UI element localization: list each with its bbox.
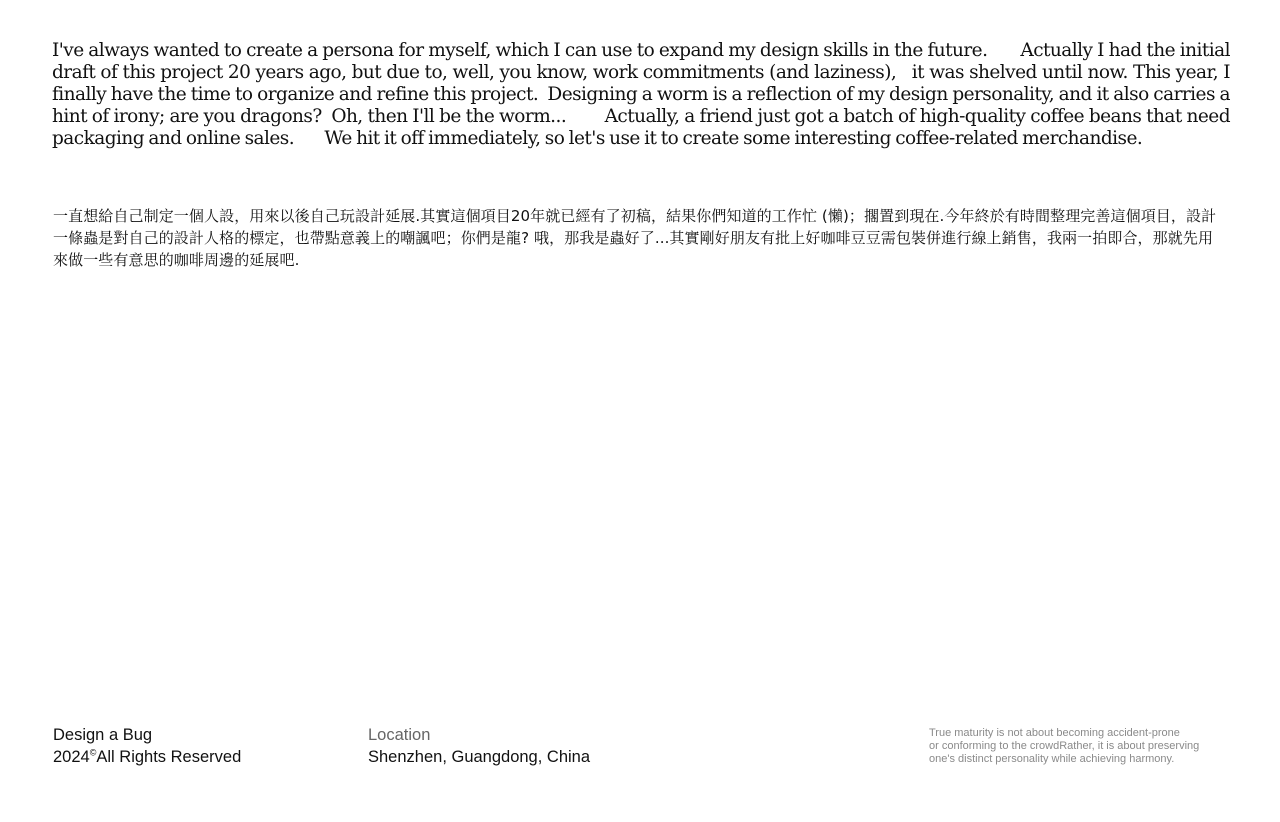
copyright-year: 2024	[53, 748, 90, 766]
location-label: Location	[368, 726, 431, 744]
footer-brand	[53, 724, 241, 768]
quote-line: True maturity is not about becoming accident-prone	[929, 727, 1180, 739]
copyright-line	[53, 746, 241, 768]
location-value: Shenzhen, Guangdong, China	[368, 748, 591, 766]
intro-english-paragraph: I've always wanted to create a persona for myself, which I can use to expand my design skills in the future. Actually I had the initial draft of this project 20 years ago, but due to, well, you know, work commitments (and laziness), it was shelved until now. This year, I finally have the time to organize and refine this project. Designing a worm is a reflection of my design personality, and it also carries a hint of irony; are you dragons? Oh, then I'll be the worm... Actually, a friend just got a batch of high-quality coffee beans that need packaging and online sales. We hit it off immediately, so let's use it to create some interesting coffee-related merchandise.	[52, 40, 1230, 149]
intro-chinese-paragraph: 一直想給自己制定一個人設，用來以後自己玩設計延展.其實這個項目20年就已經有了初稿，結果你們知道的工作忙 (懶)；擱置到現在.今年終於有時間整理完善這個項目，設計一條蟲是對自己的設計人格的標定，也帶點意義上的嘲諷吧；你們是龍? 哦，那我是蟲好了...其實剛好朋友有批上好咖啡豆豆需包裝併進行線上銷售，我兩一拍即合，那就先用來做一些有意思的咖啡周邊的延展吧.	[53, 207, 1217, 269]
footer-quote	[929, 727, 1239, 766]
quote-line: or conforming to the crowdRather, it is about preserving	[929, 740, 1200, 752]
footer-location	[368, 724, 590, 768]
quote-line: one's distinct personality while achieving harmony.	[929, 753, 1175, 765]
copyright-icon: ©	[89, 747, 97, 758]
rights-text: All Rights Reserved	[96, 748, 242, 766]
project-title: Design a Bug	[53, 726, 153, 744]
footer	[0, 724, 1280, 784]
